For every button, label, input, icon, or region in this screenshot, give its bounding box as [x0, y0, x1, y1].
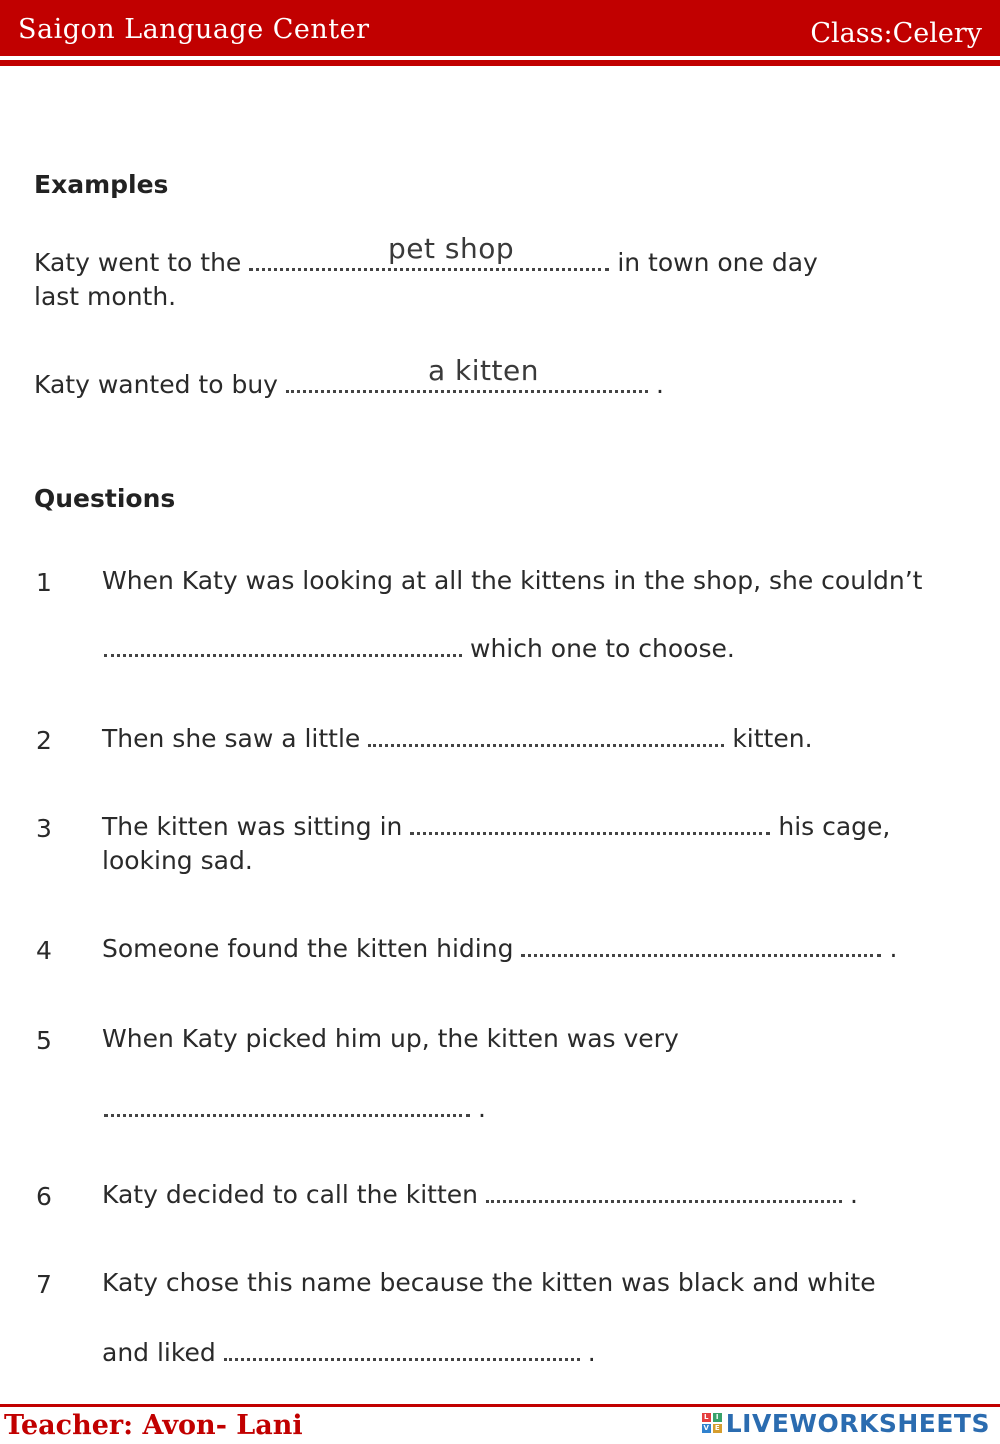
question-5-line-1: When Katy picked him up, the kitten was very: [102, 1024, 679, 1053]
question-6-number: 6: [36, 1182, 52, 1211]
question-1-blank[interactable]: [104, 653, 462, 657]
questions-title: Questions: [34, 484, 176, 513]
question-4-number: 4: [36, 936, 52, 965]
logo-square: I: [713, 1413, 722, 1422]
question-7-after: .: [587, 1338, 596, 1367]
question-7-line-1: Katy chose this name because the kitten was black and white: [102, 1268, 876, 1297]
question-2-line: [102, 724, 813, 753]
question-4-line: [102, 934, 897, 963]
logo-square: E: [713, 1424, 722, 1433]
logo-square: V: [703, 1424, 709, 1432]
header-bar: [0, 0, 1000, 56]
header-divider: [0, 60, 1000, 66]
example-1-blank: [249, 267, 609, 271]
example-2-answer: a kitten: [428, 354, 539, 387]
example-2-after: .: [655, 370, 664, 399]
question-4-after: .: [889, 934, 898, 963]
logo-text: LIVEWORKSHEETS: [725, 1408, 990, 1438]
logo-square: L: [702, 1413, 711, 1422]
question-5-after: .: [478, 1094, 486, 1123]
liveworksheets-logo[interactable]: [702, 1406, 990, 1440]
question-2-blank[interactable]: [368, 743, 724, 747]
question-6-after: .: [850, 1180, 858, 1209]
question-4-blank[interactable]: [521, 953, 881, 957]
question-6-blank[interactable]: [486, 1199, 842, 1203]
question-3-blank[interactable]: [410, 831, 770, 835]
teacher-name: Teacher: Avon- Lani: [4, 1410, 303, 1441]
question-7-line-2: [102, 1338, 596, 1367]
question-5-blank[interactable]: [104, 1113, 470, 1117]
examples-title: Examples: [34, 170, 169, 199]
question-4-before: Someone found the kitten hiding: [102, 934, 514, 963]
question-5-line-2: [102, 1094, 486, 1123]
question-3-line-2: looking sad.: [102, 846, 253, 875]
example-2-before: Katy wanted to buy: [34, 370, 278, 399]
question-1-number: 1: [36, 568, 52, 597]
question-1-line-1: When Katy was looking at all the kittens in the shop, she couldn’t: [102, 566, 923, 595]
question-1-line-2: [102, 634, 735, 663]
question-7-before: and liked: [102, 1338, 216, 1367]
example-1-answer: pet shop: [388, 232, 515, 265]
question-6-before: Katy decided to call the kitten: [102, 1180, 479, 1209]
question-3-number: 3: [36, 814, 52, 843]
example-2-line: [34, 370, 664, 399]
question-1-after: which one to choose.: [470, 634, 735, 663]
logo-grid-icon: [702, 1413, 722, 1433]
question-3-before: The kitten was sitting in: [102, 812, 403, 841]
question-3-line-1: [102, 812, 890, 841]
class-label: Class:Celery: [810, 18, 982, 49]
question-7-number: 7: [36, 1270, 52, 1299]
question-5-number: 5: [36, 1026, 52, 1055]
question-2-after: kitten.: [732, 724, 813, 753]
example-2-blank: [286, 389, 648, 393]
example-1-before: Katy went to the: [34, 248, 242, 277]
example-1-line-2: last month.: [34, 282, 177, 311]
example-1-after: in town one day: [617, 248, 818, 277]
question-2-before: Then she saw a little: [102, 724, 361, 753]
question-3-after: his cage,: [778, 812, 891, 841]
school-name: Saigon Language Center: [18, 14, 370, 45]
question-7-blank[interactable]: [224, 1357, 580, 1361]
question-6-line: [102, 1180, 858, 1209]
question-2-number: 2: [36, 726, 52, 755]
